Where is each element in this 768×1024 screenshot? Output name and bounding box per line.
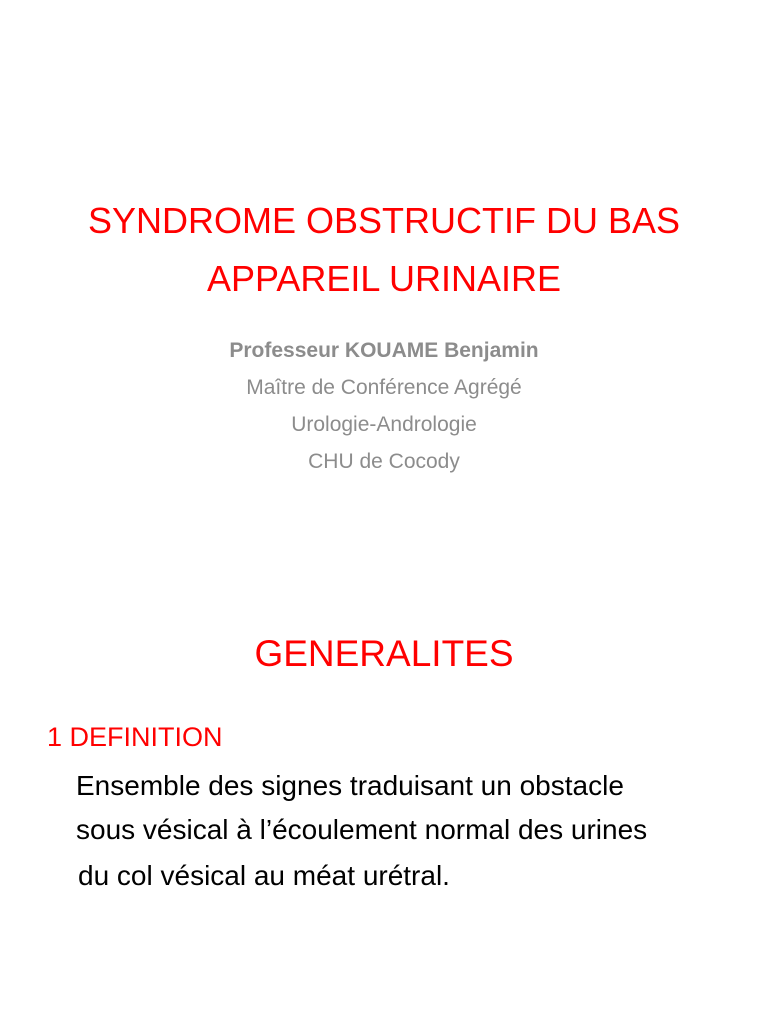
definition-heading: 1 DEFINITION: [47, 722, 223, 752]
author-name: Professeur KOUAME Benjamin: [229, 339, 539, 362]
generalites-slide: [0, 512, 768, 1024]
presentation-title: [20, 192, 748, 308]
definition-line-2: sous vésical à l’écoulement normal des urines: [76, 814, 648, 845]
section-title: GENERALITES: [254, 633, 514, 674]
definition-line-1: Ensemble des signes traduisant un obstacle: [76, 770, 624, 801]
author-block: [0, 332, 768, 480]
title-line-2: APPAREIL URINAIRE: [206, 258, 562, 299]
author-department: Urologie-Andrologie: [291, 413, 477, 436]
title-line-1: SYNDROME OBSTRUCTIF DU BAS: [87, 200, 681, 241]
definition-text: [76, 764, 647, 898]
definition-line-3: du col vésical au méat urétral.: [78, 860, 450, 891]
author-title: Maître de Conférence Agrégé: [246, 376, 522, 399]
author-institution: CHU de Cocody: [308, 450, 460, 473]
